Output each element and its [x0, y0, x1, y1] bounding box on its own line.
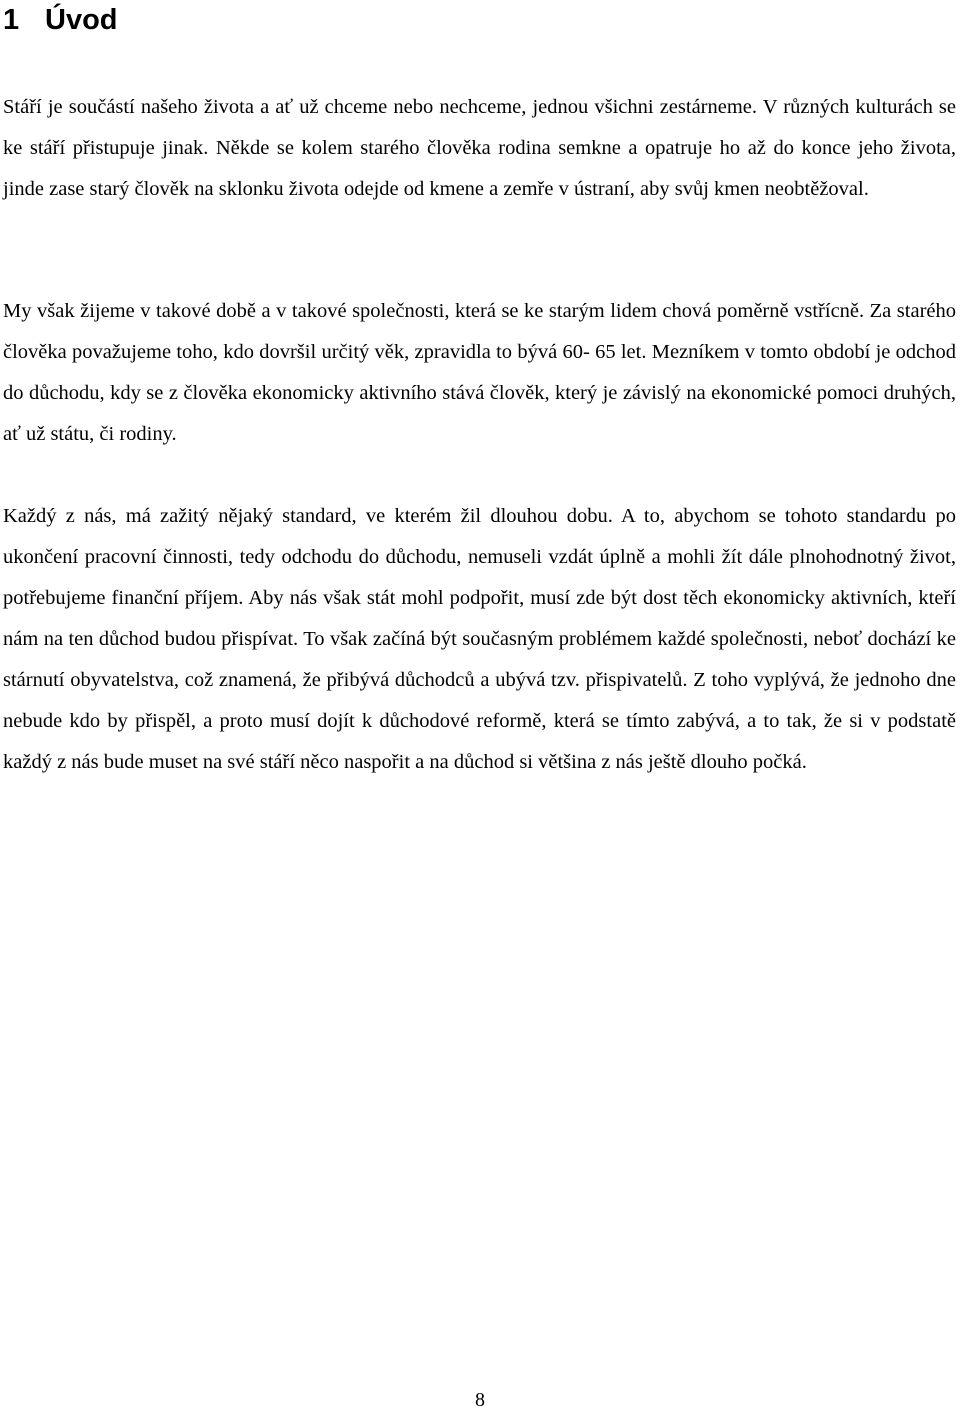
paragraph-1: Stáří je součástí našeho života a ať už chceme nebo nechceme, jednou všichni zestárneme. V různých kulturách se ke stáří přistupuje jinak. Někde se kolem starého člověka rodina semkne a opatruje ho až do konce jeho života, jinde zase starý člověk na sklonku života odejde od kmene a zemře v ústraní, aby svůj kmen neobtěžoval.	[3, 96, 956, 200]
paragraph-2: My však žijeme v takové době a v takové společnosti, která se ke starým lidem chová poměrně vstřícně. Za starého člověka považujeme toho, kdo dovršil určitý věk, zpravidla to bývá 60- 65 let. Mezníkem v tomto období je odchod do důchodu, kdy se z člověka ekonomicky aktivního stává člověk, který je závislý na ekonomické pomoci druhých, ať už státu, či rodiny.	[3, 300, 956, 445]
page-number: 8	[475, 1389, 485, 1411]
chapter-number: 1	[3, 4, 20, 36]
paragraph-3: Každý z nás, má zažitý nějaký standard, ve kterém žil dlouhou dobu. A to, abychom se tohoto standardu po ukončení pracovní činnosti, tedy odchodu do důchodu, nemuseli vzdát úplně a mohli žít dále plnohodnotný život, potřebujeme finanční příjem. Aby nás však stát mohl podpořit, musí zde být dost těch ekonomicky aktivních, kteří nám na ten důchod budou přispívat. To však začíná být současným problémem každé společnosti, neboť dochází ke stárnutí obyvatelstva, což znamená, že přibývá důchodců a ubývá tzv. přispivatelů. Z toho vyplývá, že jednoho dne nebude kdo by přispěl, a proto musí dojít k důchodové reformě, která se tímto zabývá, a to tak, že si v podstatě každý z nás bude muset na své stáří něco naspořit a na důchod si většina z nás ještě dlouho počká.	[3, 505, 956, 773]
chapter-title: Úvod	[45, 4, 118, 36]
chapter-heading	[3, 0, 118, 40]
